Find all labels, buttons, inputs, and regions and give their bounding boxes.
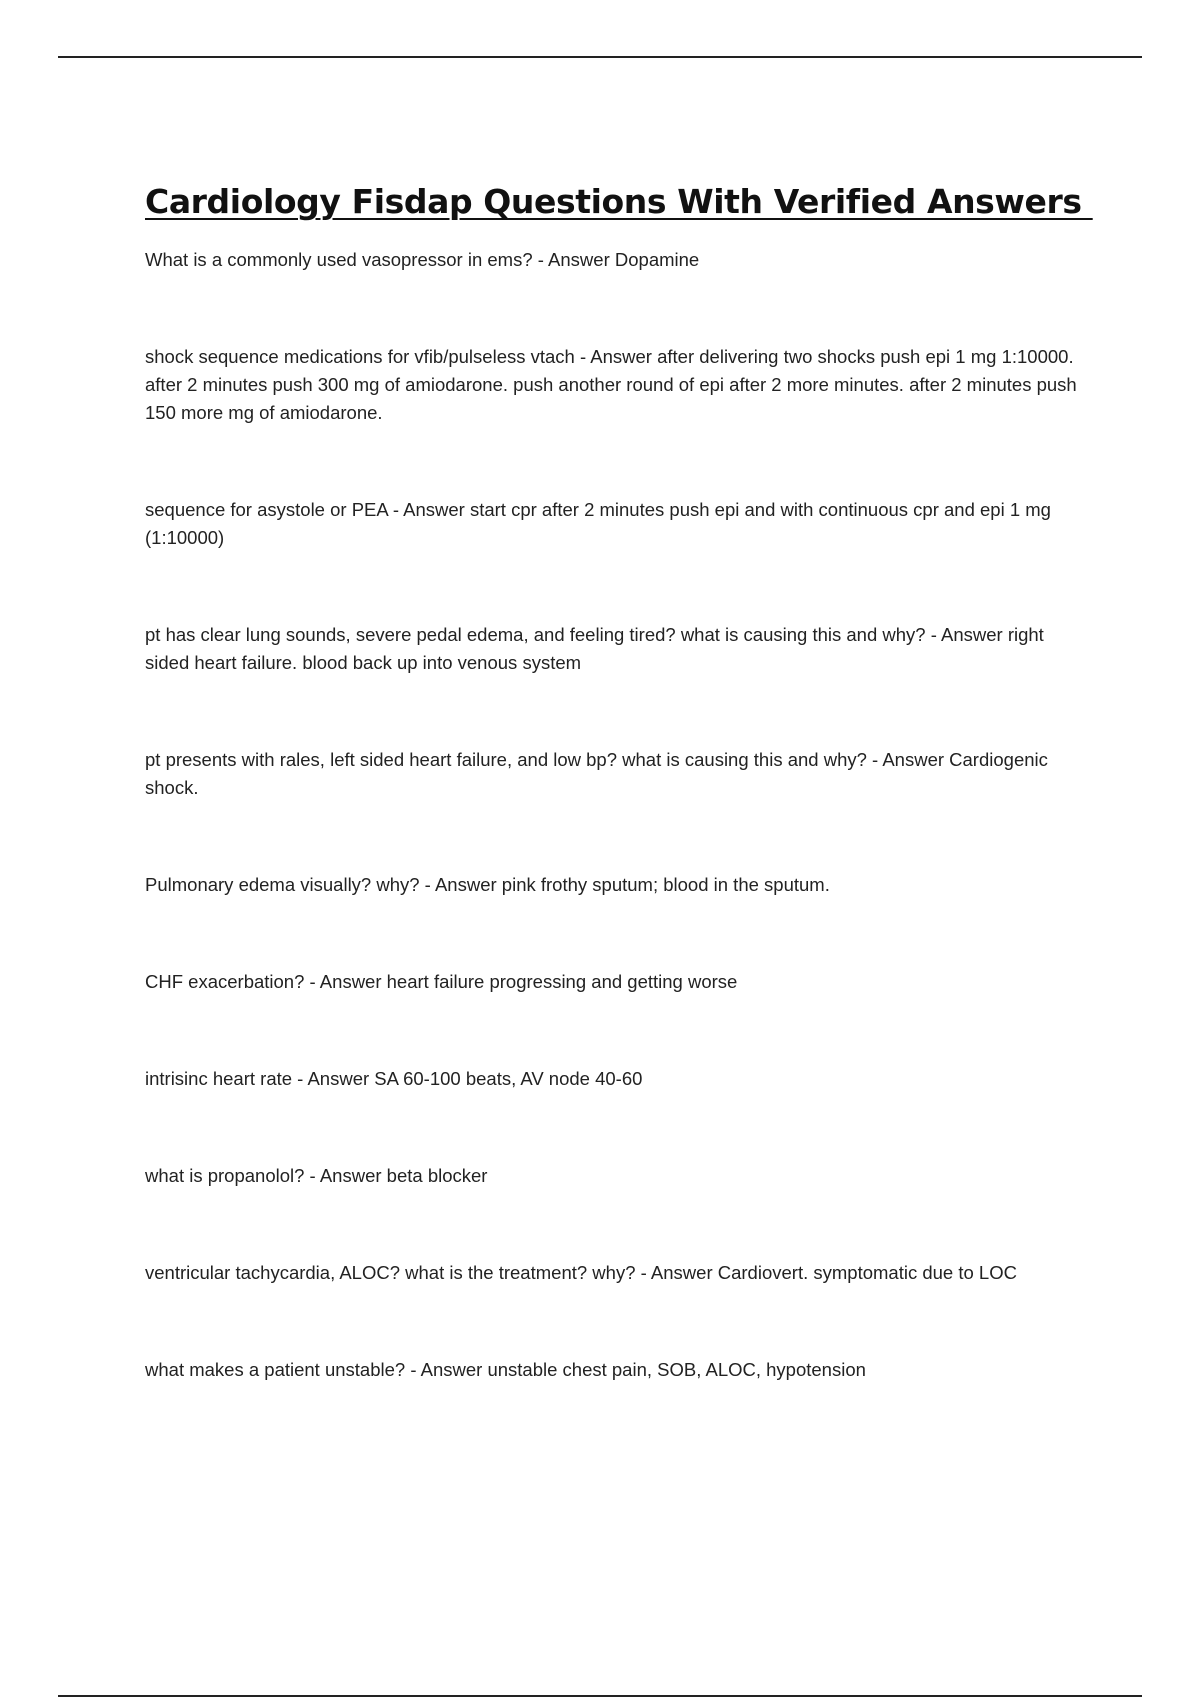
qa-item bbox=[145, 621, 1090, 677]
question-text: intrisinc heart rate bbox=[145, 1068, 293, 1089]
qa-item bbox=[145, 1356, 1090, 1384]
qa-item bbox=[145, 1065, 1090, 1093]
answer-text: after delivering two shocks push epi 1 mg 1:10000. after 2 minutes push 300 mg of amiodarone. push another round of epi after 2 more minutes. after 2 minutes push 150 more mg of amiodarone. bbox=[145, 346, 1077, 423]
question-text: what is propanolol? bbox=[145, 1165, 305, 1186]
qa-item bbox=[145, 246, 1090, 274]
question-text: shock sequence medications for vfib/pulseless vtach bbox=[145, 346, 575, 367]
question-text: What is a commonly used vasopressor in ems? bbox=[145, 249, 533, 270]
qa-item bbox=[145, 871, 1090, 899]
qa-item bbox=[145, 496, 1090, 552]
question-text: ventricular tachycardia, ALOC? what is the treatment? why? bbox=[145, 1262, 636, 1283]
answer-text: beta blocker bbox=[386, 1165, 488, 1186]
question-text: what makes a patient unstable? bbox=[145, 1359, 406, 1380]
question-text: Pulmonary edema visually? why? bbox=[145, 874, 420, 895]
answer-separator: - Answer bbox=[304, 1165, 387, 1186]
answer-separator: - Answer bbox=[292, 1068, 375, 1089]
question-text: pt has clear lung sounds, severe pedal edema, and feeling tired? what is causing this and why? bbox=[145, 624, 926, 645]
answer-text: right sided heart failure. blood back up into venous system bbox=[145, 624, 1044, 673]
answer-separator: - Answer bbox=[866, 749, 950, 770]
qa-item bbox=[145, 746, 1090, 802]
answer-separator: - Answer bbox=[574, 346, 658, 367]
question-text: sequence for asystole or PEA bbox=[145, 499, 388, 520]
answer-separator: - Answer bbox=[304, 971, 387, 992]
answer-text: Cardiovert. symptomatic due to LOC bbox=[717, 1262, 1017, 1283]
qa-item bbox=[145, 968, 1090, 996]
answer-separator: - Answer bbox=[405, 1359, 488, 1380]
qa-item bbox=[145, 1162, 1090, 1190]
answer-separator: - Answer bbox=[387, 499, 470, 520]
qa-list bbox=[145, 246, 1090, 1384]
answer-text: heart failure progressing and getting worse bbox=[386, 971, 738, 992]
qa-item bbox=[145, 1259, 1090, 1287]
answer-text: pink frothy sputum; blood in the sputum. bbox=[501, 874, 830, 895]
document-title: Cardiology Fisdap Questions With Verified Answers bbox=[145, 182, 1093, 221]
question-text: CHF exacerbation? bbox=[145, 971, 305, 992]
answer-text: unstable chest pain, SOB, ALOC, hypotension bbox=[487, 1359, 866, 1380]
answer-text: Dopamine bbox=[614, 249, 700, 270]
answer-separator: - Answer bbox=[925, 624, 1008, 645]
top-rule bbox=[58, 56, 1142, 58]
answer-separator: - Answer bbox=[635, 1262, 718, 1283]
answer-text: Cardiogenic shock. bbox=[145, 749, 1048, 798]
answer-text: SA 60-100 beats, AV node 40-60 bbox=[374, 1068, 643, 1089]
bottom-rule bbox=[58, 1695, 1142, 1697]
qa-item bbox=[145, 343, 1090, 427]
document-body bbox=[145, 178, 1093, 1453]
answer-separator: - Answer bbox=[419, 874, 502, 895]
question-text: pt presents with rales, left sided heart failure, and low bp? what is causing this and why? bbox=[145, 749, 867, 770]
answer-text: start cpr after 2 minutes push epi and with continuous cpr and epi 1 mg (1:10000) bbox=[145, 499, 1051, 548]
answer-separator: - Answer bbox=[532, 249, 615, 270]
